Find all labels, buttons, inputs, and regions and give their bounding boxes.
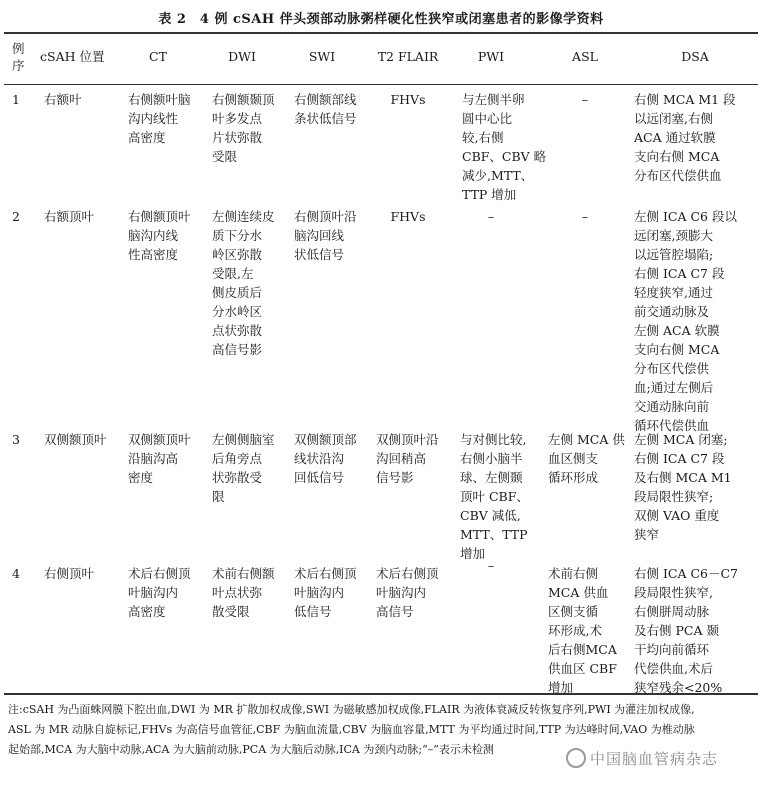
header-pwi: PWI [477, 49, 505, 64]
row2-case: 2 [12, 209, 20, 224]
header-rule [4, 84, 758, 85]
row1-flair: FHVs [390, 92, 426, 107]
row4-dwi: 术前右侧额 叶点状弥 散受限 [212, 566, 275, 619]
row4-dsa: 右侧 ICA C6－C7 段局限性狭窄, 右侧胼周动脉 及右侧 PCA 颞 干均向前循环 代偿供血,术后 狭窄残余<20% [634, 566, 739, 695]
row3-flair: 双侧顶叶沿 沟回稍高 信号影 [376, 432, 439, 485]
row3-dsa: 左侧 MCA 闭塞; 右侧 ICA C7 段 及右侧 MCA M1 段局限性狭窄; 双侧 VAO 重度 狭窄 [634, 432, 732, 542]
row2-ct: 右侧额顶叶 脑沟内线 性高密度 [128, 209, 191, 262]
row4-ct: 术后右侧顶 叶脑沟内 高密度 [128, 566, 191, 619]
row2-pwi: – [487, 209, 495, 224]
row1-asl: – [581, 92, 589, 107]
row2-dsa: 左侧 ICA C6 段以 远闭塞,颈膨大 以远管腔塌陷; 右侧 ICA C7 段 轻度狭窄,通过 前交通动脉及 左侧 ACA 软膜 支向右侧 MCA 分布区代偿供 血;通过左侧后 交通动脉向前 循环代偿供血 [634, 209, 737, 433]
row2-asl: – [581, 209, 589, 224]
row3-asl: 左侧 MCA 供 血区侧支 循环形成 [548, 432, 625, 485]
top-rule [4, 32, 758, 34]
row3-case: 3 [12, 432, 20, 447]
header-dwi: DWI [228, 49, 256, 64]
row2-flair: FHVs [390, 209, 426, 224]
row3-swi: 双侧额顶部 线状沿沟 回低信号 [294, 432, 357, 485]
row4-swi: 术后右侧顶 叶脑沟内 低信号 [294, 566, 357, 619]
row1-case: 1 [12, 92, 20, 107]
watermark-text: 中国脑血管病杂志 [590, 750, 719, 768]
watermark [566, 748, 718, 769]
header-case: 例 序 [12, 41, 25, 73]
row4-location: 右侧顶叶 [44, 566, 95, 581]
header-swi: SWI [308, 49, 336, 64]
row1-location: 右额叶 [44, 92, 82, 107]
wechat-logo-icon [566, 748, 586, 768]
row3-dwi: 左侧侧脑室 后角旁点 状弥散受 限 [212, 432, 275, 504]
table-footnote: 注:cSAH 为凸面蛛网膜下腔出血,DWI 为 MR 扩散加权成像,SWI 为磁敏感加权成像,FLAIR 为液体衰减反转恢复序列,PWI 为灌注加权成像, ASL 为 MR 动脉自旋标记,FHVs 为高信号血管征,CBF 为脑血流量,CBV 为脑血容量,MTT 为平均通过时间,TTP 为达峰时间,VAO 为椎动脉 起始部,MCA 为大脑中动脉,ACA 为大脑前动脉,PCA 为大脑后动脉,ICA 为颈内动脉;“–”表示未检测 [8, 703, 695, 756]
row1-pwi: 与左侧半卵 圆中心比 较,右侧 CBF、CBV 略 减少,MTT、 TTP 增加 [462, 92, 547, 202]
row2-location: 右额顶叶 [44, 209, 95, 224]
header-asl: ASL [572, 49, 598, 64]
row2-dwi: 左侧连续皮 质下分水 岭区弥散 受限,左 侧皮质后 分水岭区 点状弥散 高信号影 [212, 209, 275, 357]
header-location: cSAH 位置 [40, 49, 105, 64]
header-flair: T2 FLAIR [377, 49, 439, 64]
row1-dsa: 右侧 MCA M1 段 以远闭塞,右侧 ACA 通过软膜 支向右侧 MCA 分布区代偿供血 [634, 92, 736, 183]
row1-dwi: 右侧额颞顶 叶多发点 片状弥散 受限 [212, 92, 275, 164]
row3-location: 双侧额顶叶 [44, 432, 107, 447]
row1-swi: 右侧额部线 条状低信号 [294, 92, 357, 126]
row2-swi: 右侧顶叶沿 脑沟回线 状低信号 [294, 209, 357, 262]
header-ct: CT [149, 49, 167, 64]
row4-pwi: – [487, 558, 495, 573]
table-title: 表 2 4 例 cSAH 伴头颈部动脉粥样硬化性狭窄或闭塞患者的影像学资料 [158, 12, 604, 27]
row1-ct: 右侧额叶脑 沟内线性 高密度 [128, 92, 191, 145]
row3-pwi: 与对侧比较, 右侧小脑半 球、左侧颞 顶叶 CBF、 CBV 减低, MTT、TTP 增加 [460, 432, 529, 561]
row4-case: 4 [12, 566, 20, 581]
row4-asl: 术前右侧 MCA 供血 区侧支循 环形成,术 后右侧MCA 供血区 CBF 增加 [548, 566, 617, 695]
header-dsa: DSA [681, 49, 709, 64]
row4-flair: 术后右侧顶 叶脑沟内 高信号 [376, 566, 439, 619]
row3-ct: 双侧额顶叶 沿脑沟高 密度 [128, 432, 191, 485]
